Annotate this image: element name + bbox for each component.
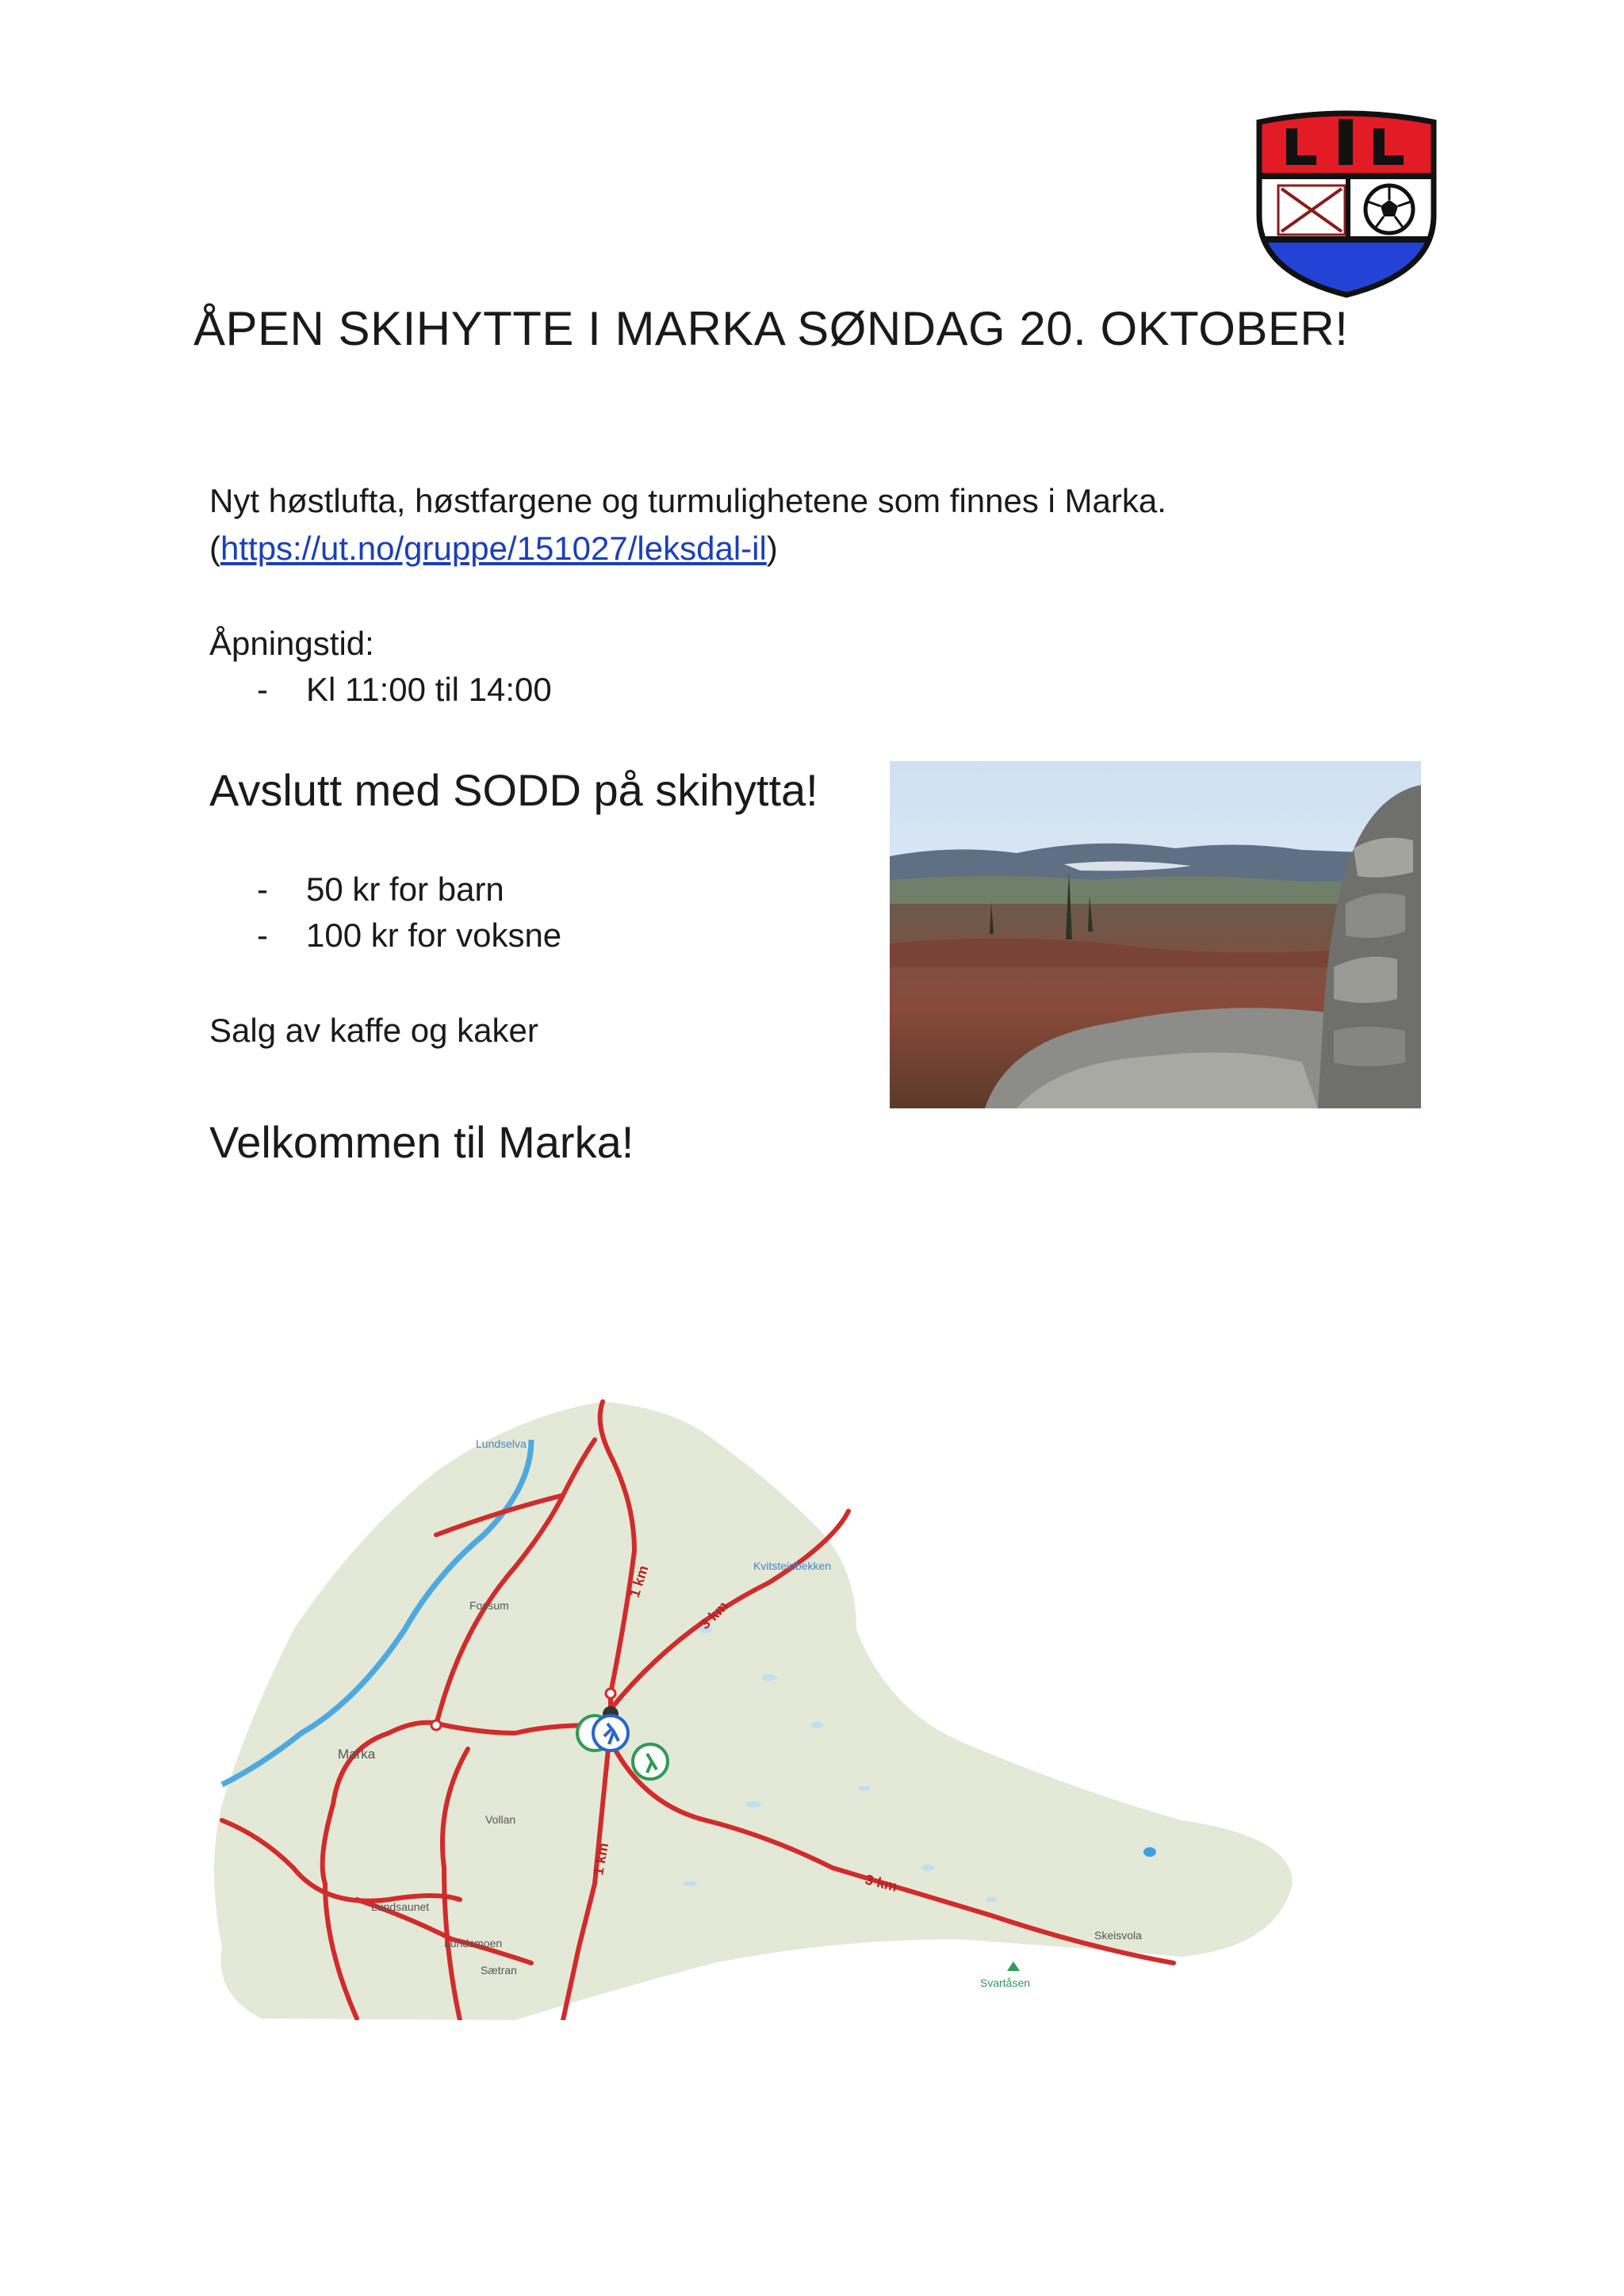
map-label: Sætran: [481, 1964, 517, 1976]
page-title: ÅPEN SKIHYTTE I MARKA SØNDAG 20. OKTOBER!: [193, 302, 1349, 355]
map-area: [214, 1402, 1293, 2020]
sodd-heading: Avslutt med SODD på skihytta!: [209, 765, 818, 815]
map-label: Fossum: [469, 1599, 509, 1612]
price-text: 100 kr for voksne: [306, 916, 562, 954]
bullet-dash: -: [257, 916, 268, 954]
sale-text: Salg av kaffe og kaker: [209, 1012, 538, 1049]
intro-paragraph: Nyt høstlufta, høstfargene og turmulighetene som finnes i Marka.: [209, 482, 1166, 519]
bullet-dash: -: [257, 671, 268, 708]
hours-label: Åpningstid:: [209, 625, 374, 662]
club-logo: [1254, 97, 1438, 298]
landscape-photo: [890, 761, 1421, 1108]
map-label: Skeisvola: [1094, 1929, 1142, 1942]
bullet-dash: -: [257, 871, 268, 908]
map-label: Vollan: [485, 1813, 516, 1826]
paren-open: (: [209, 530, 220, 567]
paren-close: ): [766, 530, 778, 567]
distance-label: 1 km: [590, 1841, 612, 1877]
map-label: Kvitsteinbekken: [753, 1559, 832, 1572]
football-icon: [1365, 186, 1413, 233]
distance-label: 1 km: [626, 1563, 652, 1600]
list-item: [257, 916, 561, 955]
distance-label: 3 km: [696, 1598, 731, 1632]
distance-label: 3 km: [864, 1871, 899, 1895]
hiking-icon: [593, 1716, 628, 1751]
summit-icon: [1007, 1961, 1020, 1971]
welcome-heading: Velkommen til Marka!: [209, 1117, 634, 1167]
list-item: [257, 671, 552, 709]
map-label: Svartåsen: [980, 1976, 1031, 1989]
hours-text: Kl 11:00 til 14:00: [306, 671, 552, 708]
price-text: 50 kr for barn: [306, 871, 504, 908]
trail-map: [198, 1392, 1300, 2020]
map-label: Marka: [338, 1747, 376, 1762]
link-line: [209, 530, 778, 568]
map-label: Lundselva: [476, 1437, 527, 1450]
map-label: Lundsaunet: [371, 1900, 430, 1913]
hiking-icon: [633, 1744, 668, 1779]
trip-link[interactable]: https://ut.no/gruppe/151027/leksdal-il: [220, 530, 767, 567]
list-item: [257, 871, 504, 909]
map-label: Lundsmoen: [444, 1937, 503, 1950]
